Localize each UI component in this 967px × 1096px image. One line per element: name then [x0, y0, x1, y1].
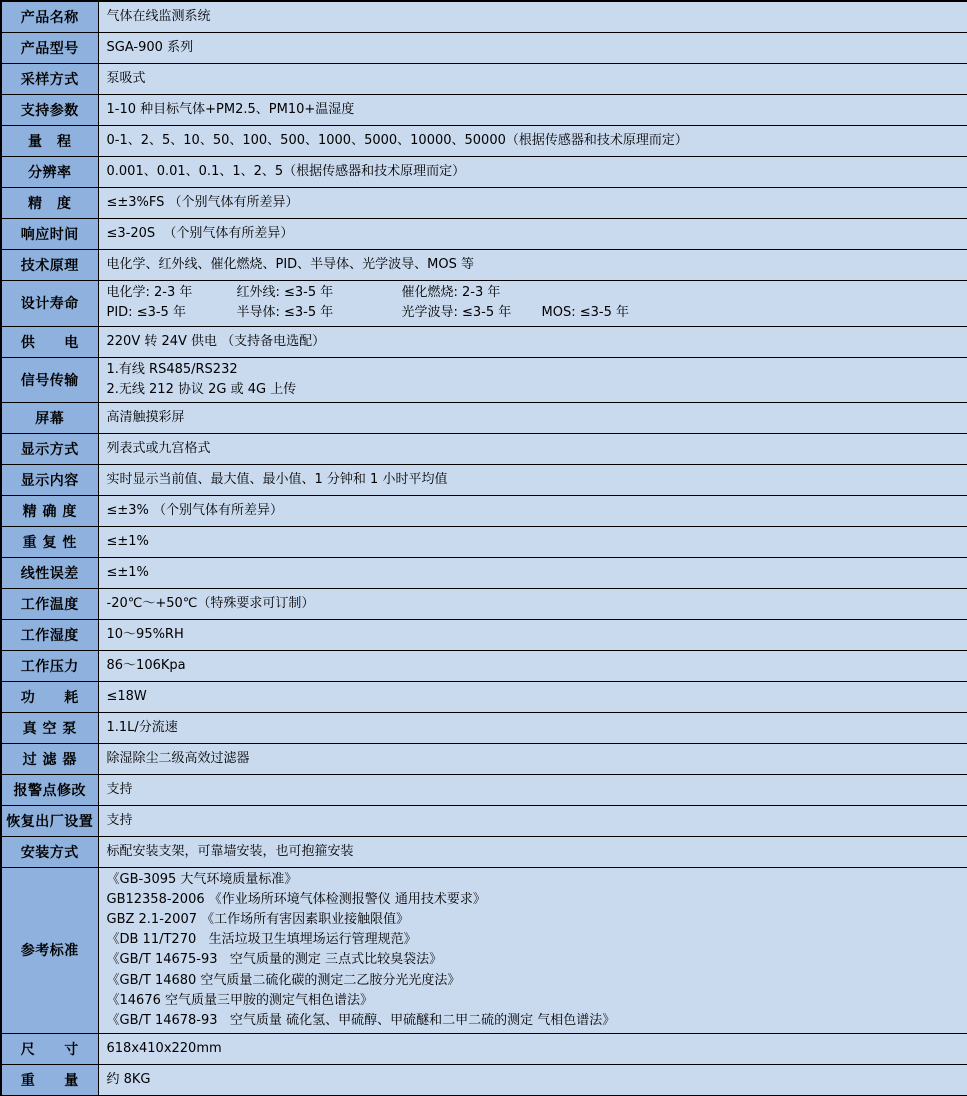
spec-value-line [107, 283, 962, 303]
spec-value-segment: PID: ≤3-5 年 [106, 305, 186, 320]
spec-row [1, 526, 967, 557]
spec-value: 1.1L/分流速 [98, 712, 967, 743]
spec-value: 泵吸式 [98, 63, 967, 94]
spec-value [98, 867, 967, 1034]
spec-label: 重 量 [1, 1065, 98, 1096]
spec-label: 显示内容 [1, 464, 98, 495]
spec-label: 安装方式 [1, 836, 98, 867]
spec-row [1, 156, 967, 187]
spec-row [1, 1065, 967, 1096]
spec-value-segment: 催化燃烧: 2-3 年 [401, 285, 501, 300]
spec-value: 86～106Kpa [98, 650, 967, 681]
spec-row [1, 743, 967, 774]
spec-label: 屏幕 [1, 402, 98, 433]
spec-value: 支持 [98, 805, 967, 836]
spec-label: 工作温度 [1, 588, 98, 619]
spec-value-line: 《14676 空气质量三甲胺的测定气相色谱法》 [106, 992, 373, 1008]
spec-value-line: 《GB-3095 大气环境质量标准》 [106, 871, 298, 887]
spec-row [1, 1034, 967, 1065]
spec-row [1, 650, 967, 681]
spec-row [1, 619, 967, 650]
spec-value: 高清触摸彩屏 [98, 402, 967, 433]
spec-value: ≤±3%FS （个别气体有所差异） [98, 187, 967, 218]
spec-row [1, 464, 967, 495]
spec-row [1, 681, 967, 712]
spec-value-line: 《GB/T 14680 空气质量二硫化碳的测定二乙胺分光光度法》 [106, 972, 461, 988]
spec-value: 标配安装支架，可靠墙安装，也可抱箍安装 [98, 836, 967, 867]
spec-label: 精 确 度 [1, 495, 98, 526]
spec-row [1, 588, 967, 619]
spec-value: ≤±3% （个别气体有所差异） [98, 495, 967, 526]
spec-row [1, 326, 967, 357]
spec-label: 采样方式 [1, 63, 98, 94]
spec-value-segment: MOS: ≤3-5 年 [541, 305, 629, 320]
spec-value: 1-10 种目标气体+PM2.5、PM10+温湿度 [98, 94, 967, 125]
spec-value: 除湿除尘二级高效过滤器 [98, 743, 967, 774]
spec-value: 220V 转 24V 供电 （支持备电选配） [98, 326, 967, 357]
spec-value-segment: 电化学: 2-3 年 [106, 285, 193, 300]
spec-value-segment: 红外线: ≤3-5 年 [236, 285, 334, 300]
spec-value: 约 8KG [98, 1065, 967, 1096]
spec-row [1, 402, 967, 433]
spec-value [98, 357, 967, 402]
spec-value-line: GB12358-2006 《作业场所环境气体检测报警仪 通用技术要求》 [106, 891, 486, 907]
spec-value-line: 《GB/T 14678-93 空气质量 硫化氢、甲硫醇、甲硫醚和二甲二硫的测定 气相色谱法》 [106, 1012, 616, 1028]
spec-value: SGA-900 系列 [98, 32, 967, 63]
spec-label: 量 程 [1, 125, 98, 156]
spec-value-line: 《GB/T 14675-93 空气质量的测定 三点式比较臭袋法》 [106, 952, 443, 968]
spec-row [1, 557, 967, 588]
spec-label: 产品名称 [1, 1, 98, 32]
spec-value-line: 1.有线 RS485/RS232 [106, 361, 238, 377]
spec-value: 支持 [98, 774, 967, 805]
spec-label: 真 空 泵 [1, 712, 98, 743]
spec-row [1, 125, 967, 156]
spec-value-segment: 半导体: ≤3-5 年 [236, 305, 334, 320]
spec-label: 功 耗 [1, 681, 98, 712]
spec-label: 技术原理 [1, 249, 98, 280]
spec-row [1, 32, 967, 63]
spec-label: 设计寿命 [1, 280, 98, 326]
spec-label: 精 度 [1, 187, 98, 218]
spec-value: ≤±1% [98, 526, 967, 557]
spec-row [1, 805, 967, 836]
spec-value: 实时显示当前值、最大值、最小值、1 分钟和 1 小时平均值 [98, 464, 967, 495]
spec-label: 过 滤 器 [1, 743, 98, 774]
spec-table-body [1, 1, 967, 1096]
spec-row [1, 357, 967, 402]
spec-row [1, 433, 967, 464]
spec-label: 支持参数 [1, 94, 98, 125]
spec-value: 0.001、0.01、0.1、1、2、5（根据传感器和技术原理而定） [98, 156, 967, 187]
spec-value [98, 280, 967, 326]
spec-value: ≤±1% [98, 557, 967, 588]
spec-row [1, 712, 967, 743]
spec-label: 线性误差 [1, 557, 98, 588]
spec-label: 显示方式 [1, 433, 98, 464]
spec-label: 信号传输 [1, 357, 98, 402]
spec-label: 参考标准 [1, 867, 98, 1034]
spec-value: 电化学、红外线、催化燃烧、PID、半导体、光学波导、MOS 等 [98, 249, 967, 280]
spec-label: 尺 寸 [1, 1034, 98, 1065]
spec-value: -20℃～+50℃（特殊要求可订制） [98, 588, 967, 619]
spec-label: 工作压力 [1, 650, 98, 681]
spec-row [1, 280, 967, 326]
spec-value-line: 《DB 11/T270 生活垃圾卫生填埋场运行管理规范》 [106, 932, 417, 948]
spec-label: 工作湿度 [1, 619, 98, 650]
spec-label: 分辨率 [1, 156, 98, 187]
spec-value: ≤3-20S （个别气体有所差异） [98, 218, 967, 249]
spec-row [1, 774, 967, 805]
spec-row [1, 218, 967, 249]
spec-row [1, 94, 967, 125]
spec-row [1, 867, 967, 1034]
spec-value-segment: 光学波导: ≤3-5 年 [401, 305, 512, 320]
spec-label: 恢复出厂设置 [1, 805, 98, 836]
spec-value: ≤18W [98, 681, 967, 712]
spec-row [1, 1, 967, 32]
spec-row [1, 63, 967, 94]
spec-value-line: 2.无线 212 协议 2G 或 4G 上传 [106, 381, 297, 397]
spec-row [1, 495, 967, 526]
spec-value: 618x410x220mm [98, 1034, 967, 1065]
spec-label: 报警点修改 [1, 774, 98, 805]
spec-label: 重 复 性 [1, 526, 98, 557]
spec-value: 10～95%RH [98, 619, 967, 650]
spec-label: 供 电 [1, 326, 98, 357]
spec-row [1, 187, 967, 218]
spec-value: 列表式或九宫格式 [98, 433, 967, 464]
spec-label: 产品型号 [1, 32, 98, 63]
spec-value: 0-1、2、5、10、50、100、500、1000、5000、10000、50000（根据传感器和技术原理而定） [98, 125, 967, 156]
spec-label: 响应时间 [1, 218, 98, 249]
spec-value-line [107, 303, 962, 323]
spec-value: 气体在线监测系统 [98, 1, 967, 32]
spec-value-line: GBZ 2.1-2007 《工作场所有害因素职业接触限值》 [106, 911, 410, 927]
spec-row [1, 836, 967, 867]
spec-row [1, 249, 967, 280]
